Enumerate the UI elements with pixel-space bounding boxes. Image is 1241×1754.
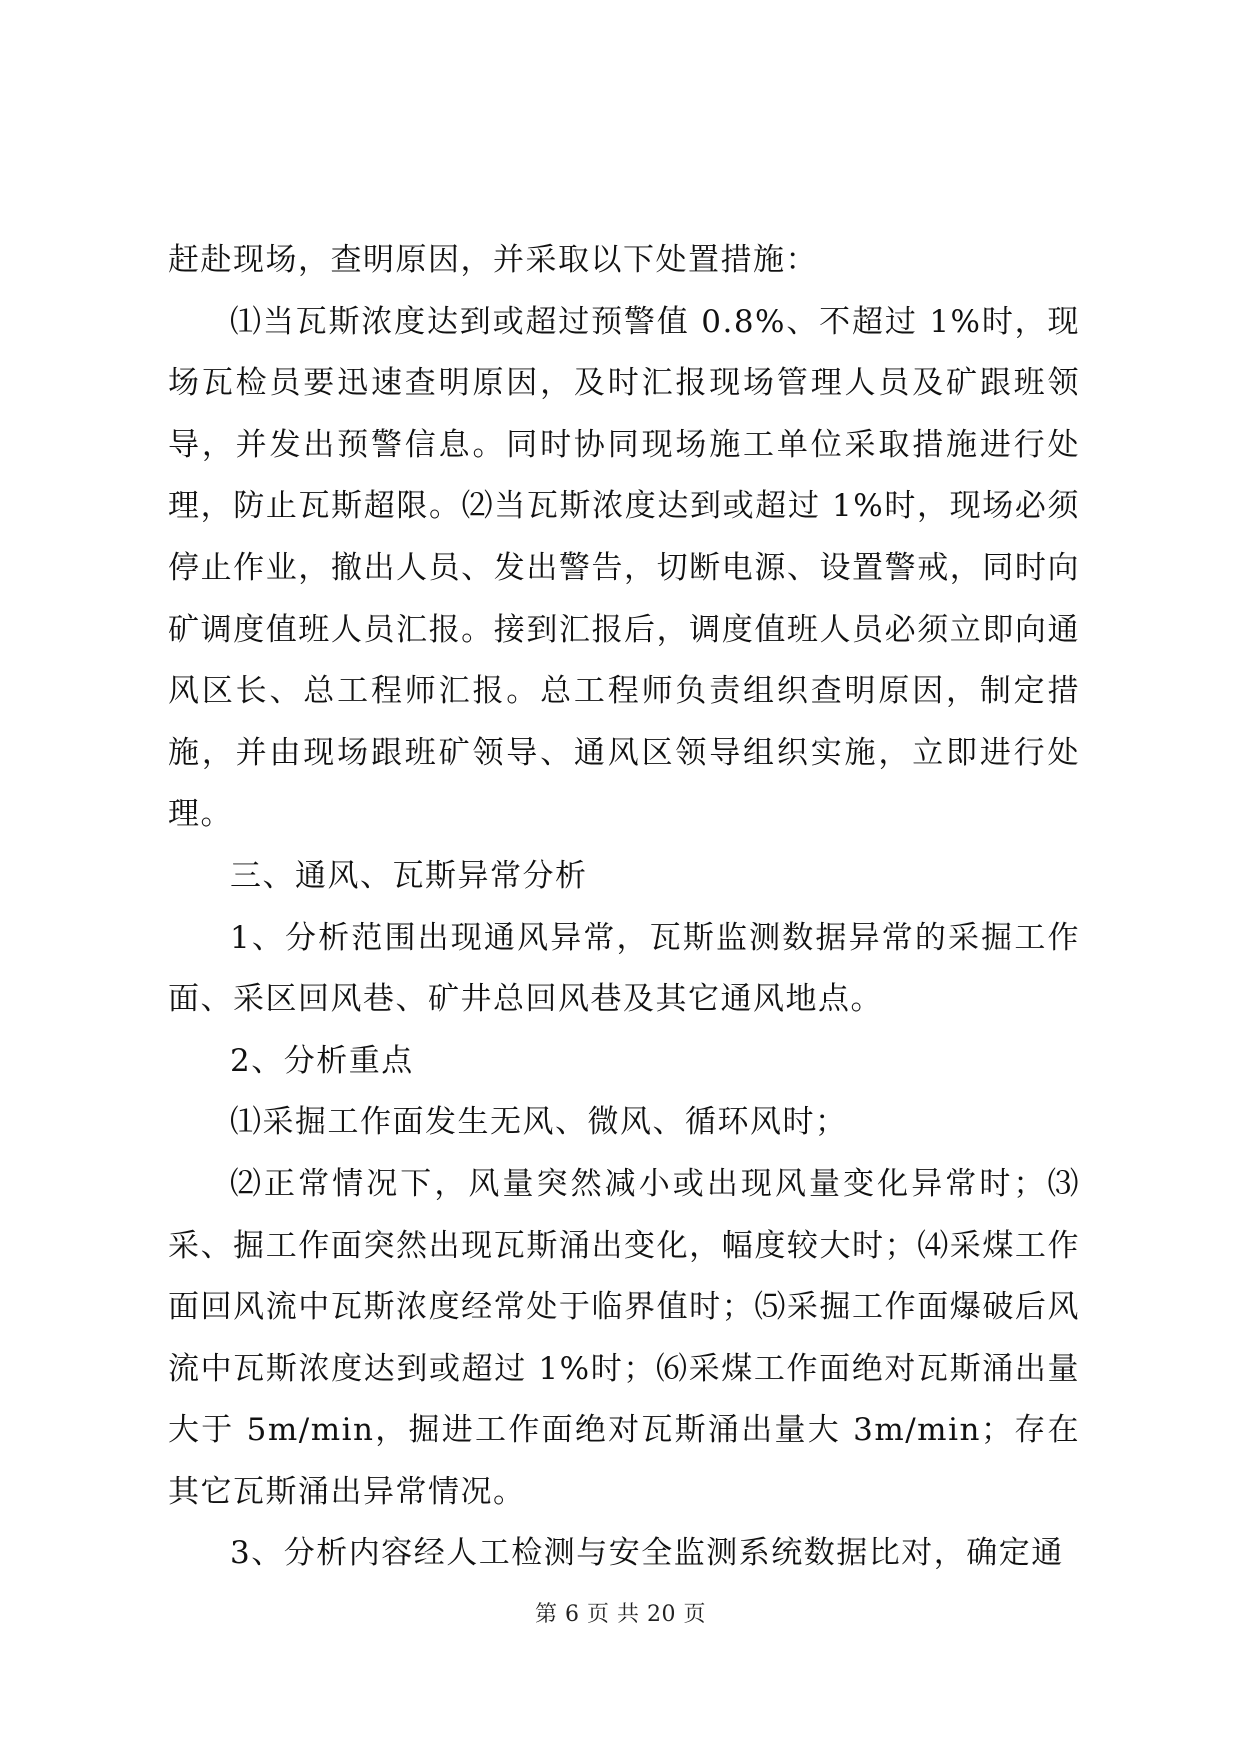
section-heading-anomaly-analysis: 三、通风、瓦斯异常分析 (230, 857, 588, 894)
paragraph-gas-response-measures: ⑴当瓦斯浓度达到或超过预警值 0.8%、不超过 1%时，现场瓦检员要迅速查明原因，及时汇报现场管理人员及矿跟班领导，并发出预警信息。同时协同现场施工单位采取措施进行处理，防止瓦斯超限。⑵当瓦斯浓度达到或超过 1%时，现场必须停止作业，撤出人员、发出警告，切断电源、设置警戒，同时向矿调度值班人员汇报。接到汇报后，调度值班人员必须立即向通风区长、总工程师汇报。总工程师负责组织查明原因，制定措施，并由现场跟班矿领导、通风区领导组织实施，立即进行处理。 (168, 303, 1080, 833)
paragraph-analysis-scope: 1、分析范围出现通风异常，瓦斯监测数据异常的采掘工作面、采区回风巷、矿井总回风巷及其它通风地点。 (168, 919, 1080, 1018)
paragraph-continuation: 赶赴现场，查明原因，并采取以下处置措施： (168, 242, 818, 278)
paragraph-focus-items-2-6: ⑵正常情况下，风量突然减小或出现风量变化异常时；⑶采、掘工作面突然出现瓦斯涌出变化，幅度较大时；⑷采煤工作面回风流中瓦斯浓度经常处于临界值时；⑸采掘工作面爆破后风流中瓦斯浓度达到或超过 1%时；⑹采煤工作面绝对瓦斯涌出量大于 5m/min，掘进工作面绝对瓦斯涌出量大 3m/min；存在其它瓦斯涌出异常情况。 (168, 1165, 1080, 1510)
paragraph-focus-item-1: ⑴采掘工作面发生无风、微风、循环风时； (230, 1104, 848, 1141)
paragraph-analysis-focus-heading: 2、分析重点 (230, 1042, 414, 1079)
page-footer: 第 6 页 共 20 页 (535, 1602, 706, 1627)
paragraph-analysis-content: 3、分析内容经人工检测与安全监测系统数据比对，确定通 (230, 1535, 1064, 1572)
document-body (168, 230, 1080, 1585)
